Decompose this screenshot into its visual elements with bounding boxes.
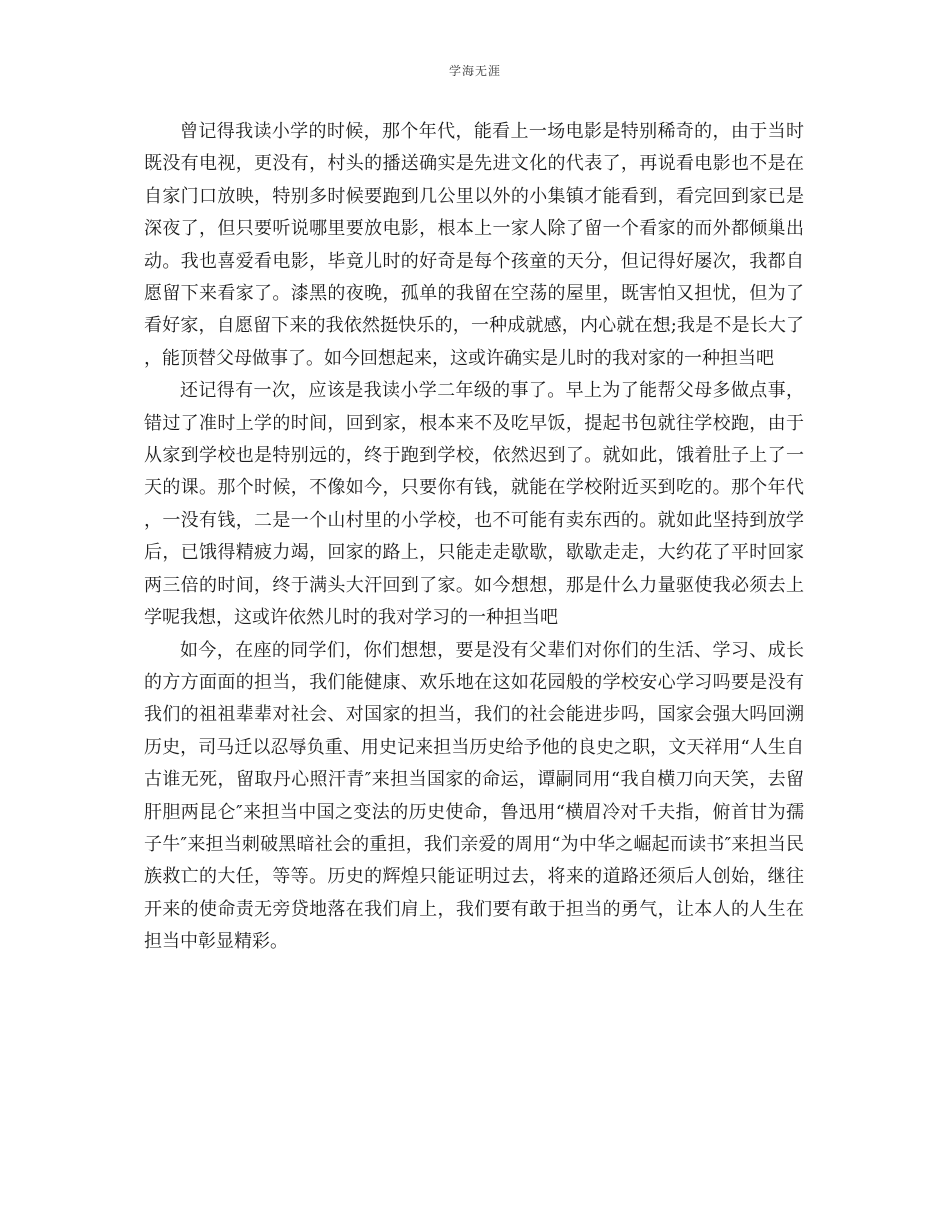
- paragraph-childhood-movies: 曾记得我读小学的时候，那个年代，能看上一场电影是特别稀奇的，由于当时既没有电视，更没有，村头的播送确实是先进文化的代表了，再说看电影也不是在自家门口放映，特别多时候要跑到几公里以外的小集镇才能看到，看完回到家已是深夜了，但只要听说哪里要放电影，根本上一家人除了留一个看家的而外都倾巢出动。我也喜爱看电影，毕竟儿时的好奇是每个孩童的天分，但记得好屡次，我都自愿留下来看家了。漆黑的夜晚，孤单的我留在空荡的屋里，既害怕又担忧，但为了看好家，自愿留下来的我依然挺快乐的，一种成就感，内心就在想;我是不是长大了，能顶替父母做事了。如今回想起来，这或许确实是儿时的我对家的一种担当吧: [144, 121, 804, 369]
- page-header: 学海无涯: [448, 64, 501, 78]
- paragraph-responsibility: 如今，在座的同学们，你们想想，要是没有父辈们对你们的生活、学习、成长的方方面面的担当，我们能健康、欢乐地在这如花园般的学校安心学习吗要是没有我们的祖祖辈辈对社会、对国家的担当，我们的社会能进步吗，国家会强大吗回溯历史，司马迁以忍辱负重、用史记来担当历史给予他的良史之职，文天祥用“人生自古谁无死，留取丹心照汗青″来担当国家的命运，谭嗣同用“我自横刀向天笑，去留肝胆两昆仑″来担当中国之变法的历史使命，鲁迅用“横眉冷对千夫指，俯首甘为孺子牛″来担当刺破黑暗社会的重担，我们亲爱的周用“为中华之崛起而读书″来担当民族救亡的大任，等等。历史的辉煌只能证明过去，将来的道路还须后人创始，继往开来的使命责无旁贷地落在我们肩上，我们要有敢于担当的勇气，让本人的人生在担当中彰显精彩。: [144, 639, 804, 953]
- document-body: [144, 116, 804, 959]
- paragraph-school-late: 还记得有一次，应该是我读小学二年级的事了。早上为了能帮父母多做点事，错过了准时上学的时间，回到家，根本来不及吃早饭，提起书包就往学校跑，由于从家到学校也是特别远的，终于跑到学校，依然迟到了。就如此，饿着肚子上了一天的课。那个时候，不像如今，只要你有钱，就能在学校附近买到吃的。那个年代，一没有钱，二是一个山村里的小学校，也不可能有卖东西的。就如此坚持到放学后，已饿得精疲力竭，回家的路上，只能走走歇歇，歇歇走走，大约花了平时回家两三倍的时间，终于满头大汗回到了家。如今想想，那是什么力量驱使我必须去上学呢我想，这或许依然儿时的我对学习的一种担当吧: [144, 380, 804, 629]
